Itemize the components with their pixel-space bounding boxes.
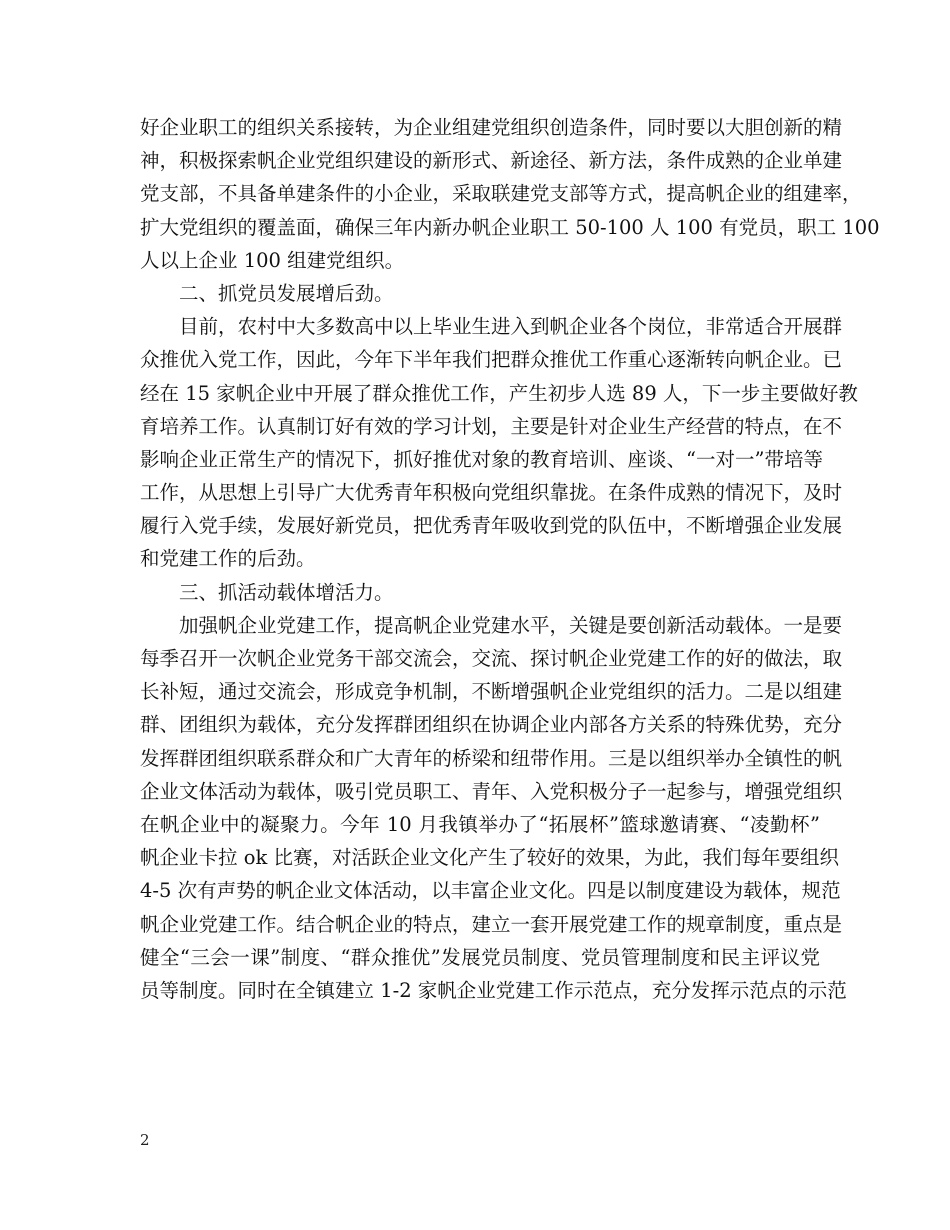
text-line: 众推优入党工作，因此，今年下半年我们把群众推优工作重心逐渐转向帆企业。已 bbox=[140, 348, 843, 372]
text-line: 工作，从思想上引导广大优秀青年积极向党组织靠拢。在条件成熟的情况下，及时 bbox=[140, 481, 843, 505]
text-line: 影响企业正常生产的情况下，抓好推优对象的教育培训、座谈、“一对一”带培等 bbox=[140, 447, 823, 471]
text-line: 每季召开一次帆企业党务干部交流会，交流、探讨帆企业党建工作的好的做法，取 bbox=[140, 647, 843, 670]
page-number: 2 bbox=[140, 1131, 150, 1149]
text-line: 育培养工作。认真制订好有效的学习计划，主要是针对企业生产经营的特点，在不 bbox=[140, 414, 843, 438]
text-line: 发挥群团组织联系群众和广大青年的桥梁和纽带作用。三是以组织举办全镇性的帆 bbox=[140, 746, 843, 770]
text-line: 神，积极探索帆企业党组织建设的新形式、新途径、新方法，条件成熟的企业单建 bbox=[140, 149, 843, 173]
text-line: 好企业职工的组织关系接转，为企业组建党组织创造条件，同时要以大胆创新的精 bbox=[140, 116, 843, 139]
text-line: 扩大党组织的覆盖面，确保三年内新办帆企业职工 50-100 人 100 有党员，职工 100 bbox=[140, 215, 880, 239]
section-heading: 二、抓党员发展增后劲。 bbox=[179, 281, 394, 305]
text-line: 履行入党手续，发展好新党员，把优秀青年吸收到党的队伍中，不断增强企业发展 bbox=[140, 514, 843, 538]
text-line: 群、团组织为载体，充分发挥群团组织在协调企业内部各方关系的特殊优势，充分 bbox=[140, 713, 843, 737]
text-line: 加强帆企业党建工作，提高帆企业党建水平，关键是要创新活动载体。一是要 bbox=[179, 613, 843, 637]
text-line: 4-5 次有声势的帆企业文体活动，以丰富企业文化。四是以制度建设为载体，规范 bbox=[140, 879, 841, 903]
text-line: 健全“三会一课”制度、“群众推优”发展党员制度、党员管理制度和民主评议党 bbox=[140, 945, 820, 969]
text-line: 经在 15 家帆企业中开展了群众推优工作，产生初步人选 89 人，下一步主要做好教 bbox=[140, 381, 858, 405]
text-line: 员等制度。同时在全镇建立 1-2 家帆企业党建工作示范点，充分发挥示范点的示范 bbox=[140, 978, 847, 1002]
document-body bbox=[140, 111, 880, 1007]
section-heading: 三、抓活动载体增活力。 bbox=[179, 580, 394, 604]
text-line: 企业文体活动为载体，吸引党员职工、青年、入党积极分子一起参与，增强党组织 bbox=[140, 779, 843, 803]
text-line: 和党建工作的后劲。 bbox=[140, 547, 316, 571]
text-line: 长补短，通过交流会，形成竞争机制，不断增强帆企业党组织的活力。二是以组建 bbox=[140, 680, 843, 704]
text-line: 党支部，不具备单建条件的小企业，采取联建党支部等方式，提高帆企业的组建率， bbox=[140, 182, 862, 206]
text-line: 帆企业党建工作。结合帆企业的特点，建立一套开展党建工作的规章制度，重点是 bbox=[140, 912, 843, 936]
text-line: 目前，农村中大多数高中以上毕业生进入到帆企业各个岗位，非常适合开展群 bbox=[179, 315, 843, 339]
text-line: 帆企业卡拉 ok 比赛，对活跃企业文化产生了较好的效果，为此，我们每年要组织 bbox=[140, 846, 839, 870]
text-line: 在帆企业中的凝聚力。今年 10 月我镇举办了“拓展杯”篮球邀请赛、“凌勤杯” bbox=[140, 812, 820, 836]
text-line: 人以上企业 100 组建党组织。 bbox=[140, 248, 405, 272]
